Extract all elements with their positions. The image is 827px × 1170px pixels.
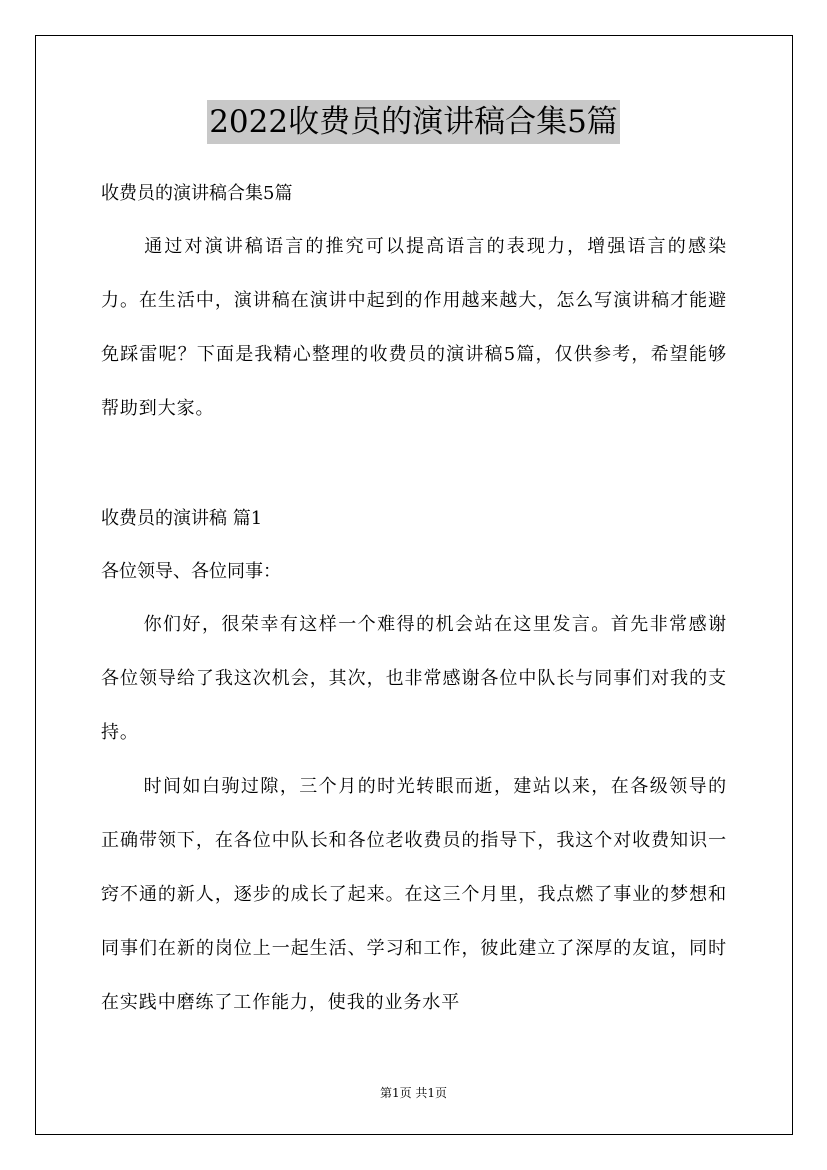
document-subtitle: 收费员的演讲稿合集5篇 [101, 183, 293, 204]
intro-paragraph [101, 220, 727, 436]
title-container [0, 100, 827, 144]
page-number: 第1页 共1页 [379, 1086, 448, 1100]
section-heading: 收费员的演讲稿 篇1 [101, 508, 263, 529]
document-title: 2022收费员的演讲稿合集5篇 [207, 100, 620, 144]
salutation: 各位领导、各位同事： [101, 561, 281, 582]
paragraph-2 [101, 760, 727, 1030]
paragraph-2-text: 时间如白驹过隙，三个月的时光转眼而逝，建站以来，在各级领导的正确带领下，在各位中队长和各位老收费员的指导下，我这个对收费知识一窍不通的新人，逐步的成长了起来。在这三个月里，我点燃了事业的梦想和同事们在新的岗位上一起生活、学习和工作，彼此建立了深厚的友谊，同时在实践中磨练了工作能力，使我的业务水平 [101, 776, 727, 1013]
paragraph-1 [101, 598, 727, 760]
intro-text: 通过对演讲稿语言的推究可以提高语言的表现力，增强语言的感染力。在生活中，演讲稿在演讲中起到的作用越来越大，怎么写演讲稿才能避免踩雷呢？下面是我精心整理的收费员的演讲稿5篇，仅供参考，希望能够帮助到大家。 [101, 236, 727, 419]
paragraph-1-text: 你们好，很荣幸有这样一个难得的机会站在这里发言。首先非常感谢各位领导给了我这次机会，其次，也非常感谢各位中队长与同事们对我的支持。 [101, 614, 727, 743]
